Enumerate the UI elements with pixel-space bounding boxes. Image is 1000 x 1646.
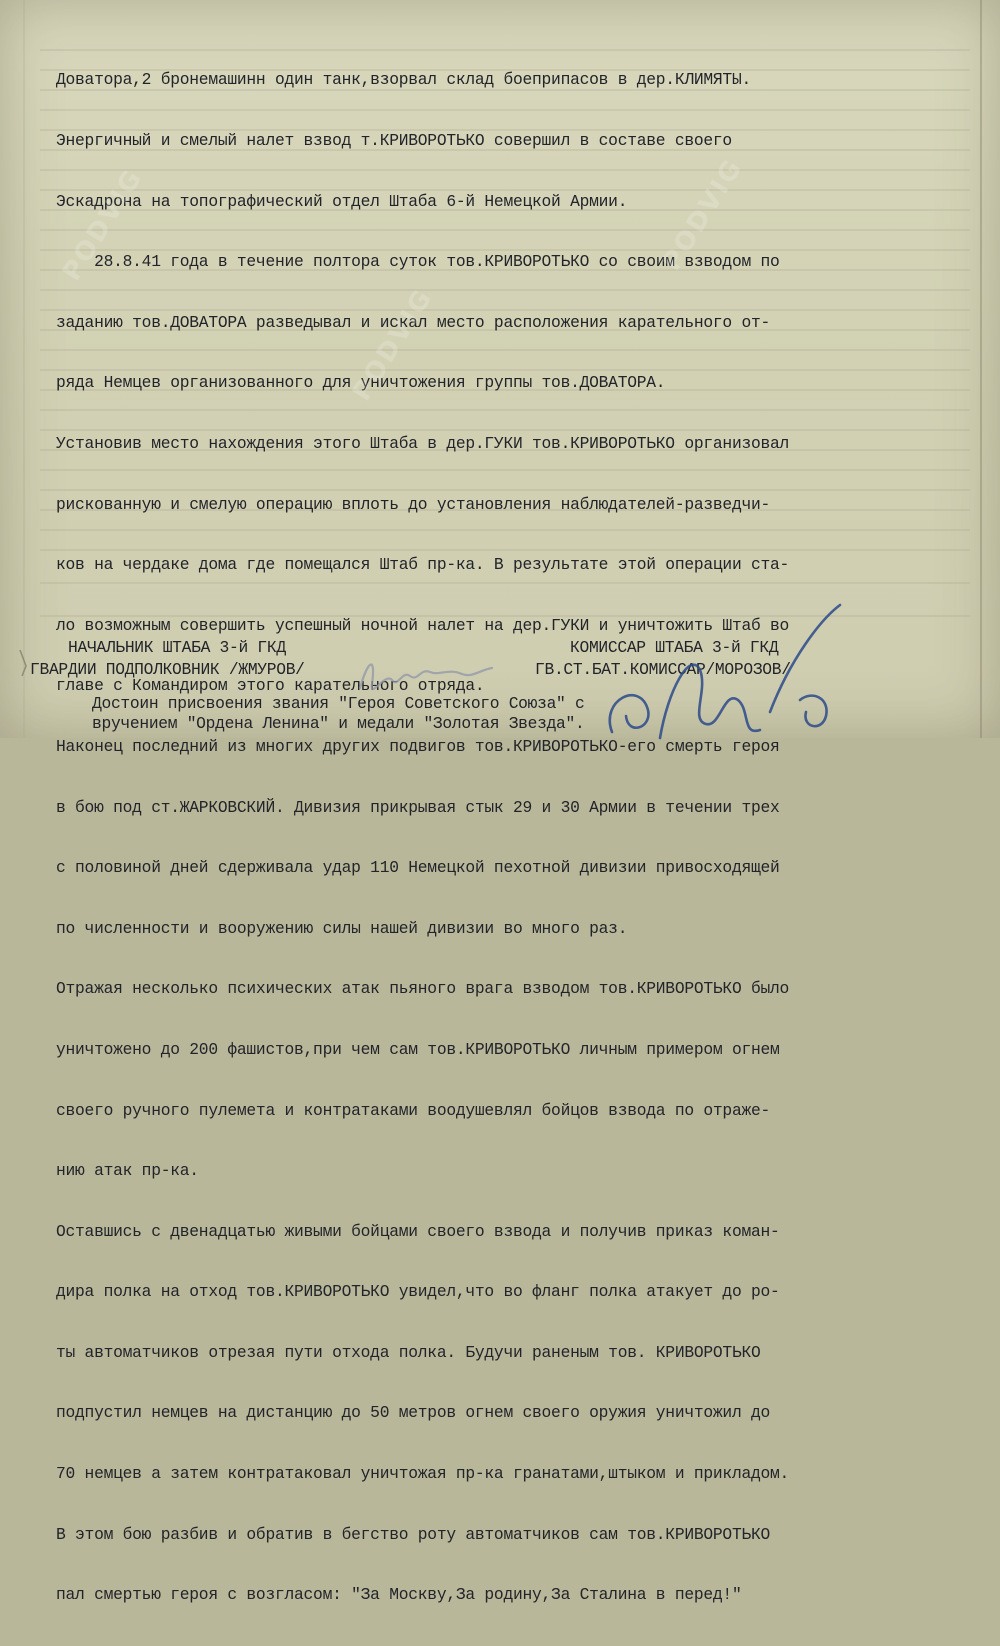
text-line: главе с Командиром этого карательного отряда.	[56, 676, 485, 696]
text-line: 70 немцев а затем контратаковал уничтожая пр-ка гранатами,штыком и прикладом.	[56, 1464, 790, 1484]
commissar-name: ГВ.СТ.БАТ.КОМИССАР/МОРОЗОВ/	[535, 660, 791, 679]
text-line: Энергичный и смелый налет взвод т.КРИВОРОТЬКО совершил в составе своего	[56, 131, 732, 150]
text-line: уничтожено до 200 фашистов,при чем сам тов.КРИВОРОТЬКО личным примером огнем	[56, 1039, 780, 1059]
award-recommendation-line-1: Достоин присвоения звания "Героя Советского Союза" с	[92, 694, 585, 713]
chief-of-staff-name: ГВАРДИИ ПОДПОЛКОВНИК /ЖМУРОВ/	[30, 660, 305, 679]
text-line: дира полка на отход тов.КРИВОРОТЬКО увидел,что во фланг полка атакует до ро-	[56, 1282, 780, 1302]
text-line: Эскадрона на топографический отдел Штаба 6-й Немецкой Армии.	[56, 191, 628, 211]
text-line: 28.8.41 года в течение полтора суток тов.КРИВОРОТЬКО со своим взводом по	[56, 252, 780, 272]
text-line: в бою под ст.ЖАРКОВСКИЙ. Дивизия прикрывая стык 29 и 30 Армии в течении трех	[56, 797, 780, 817]
text-line: Установив место нахождения этого Штаба в дер.ГУКИ тов.КРИВОРОТЬКО организовал	[56, 433, 790, 453]
commissar-title: КОМИССАР ШТАБА 3-й ГКД	[570, 638, 779, 657]
award-recommendation-line-2: вручением "Ордена Ленина" и медали "Золотая Звезда".	[92, 714, 585, 733]
text-line: Оставшись с двенадцатью живыми бойцами своего взвода и получив приказ коман-	[56, 1221, 780, 1241]
text-line: ряда Немцев организованного для уничтожения группы тов.ДОВАТОРА.	[56, 373, 666, 393]
text-line: подпустил немцев на дистанцию до 50 метров огнем своего оружия уничтожил до	[56, 1403, 771, 1423]
text-line: ков на чердаке дома где помещался Штаб пр-ка. В результате этой операции ста-	[56, 555, 790, 575]
text-line: В этом бою разбив и обратив в бегство роту автоматчиков сам тов.КРИВОРОТЬКО	[56, 1524, 771, 1544]
text-line: ты автоматчиков отрезая пути отхода полка. Будучи раненым тов. КРИВОРОТЬКО	[56, 1342, 761, 1362]
text-line: ло возможным совершить успешный ночной налет на дер.ГУКИ и уничтожить Штаб во	[56, 615, 790, 635]
text-line: Отражая несколько психических атак пьяного врага взводом тов.КРИВОРОТЬКО было	[56, 979, 790, 999]
text-line: заданию тов.ДОВАТОРА разведывал и искал место расположения карательного от-	[56, 312, 771, 332]
text-line: нию атак пр-ка.	[56, 1161, 199, 1181]
watermark-icon: PODVIG	[656, 153, 750, 277]
chief-of-staff-title: НАЧАЛЬНИК ШТАБА 3-й ГКД	[68, 638, 286, 657]
text-line: по численности и вооружению силы нашей дивизии во много раз.	[56, 918, 628, 938]
text-line: пал смертью героя с возгласом: "За Москву,За родину,За Сталина в перед!"	[56, 1585, 742, 1605]
text-line: с половиной дней сдерживала удар 110 Немецкой пехотной дивизии привосходящей	[56, 858, 780, 878]
watermark-icon: PODVIG	[56, 163, 150, 287]
text-line: рискованную и смелую операцию вплоть до установления наблюдателей-разведчи-	[56, 494, 771, 514]
text-line: Наконец последний из многих других подвигов тов.КРИВОРОТЬКО-его смерть героя	[56, 736, 780, 756]
text-line: своего ручного пулемета и контратаками воодушевлял бойцов взвода по отраже-	[56, 1100, 771, 1120]
watermark-icon: PODVIG	[346, 283, 440, 407]
text-line: Доватора,2 бронемашинн один танк,взорвал склад боеприпасов в дер.КЛИМЯТЫ.	[56, 70, 751, 90]
